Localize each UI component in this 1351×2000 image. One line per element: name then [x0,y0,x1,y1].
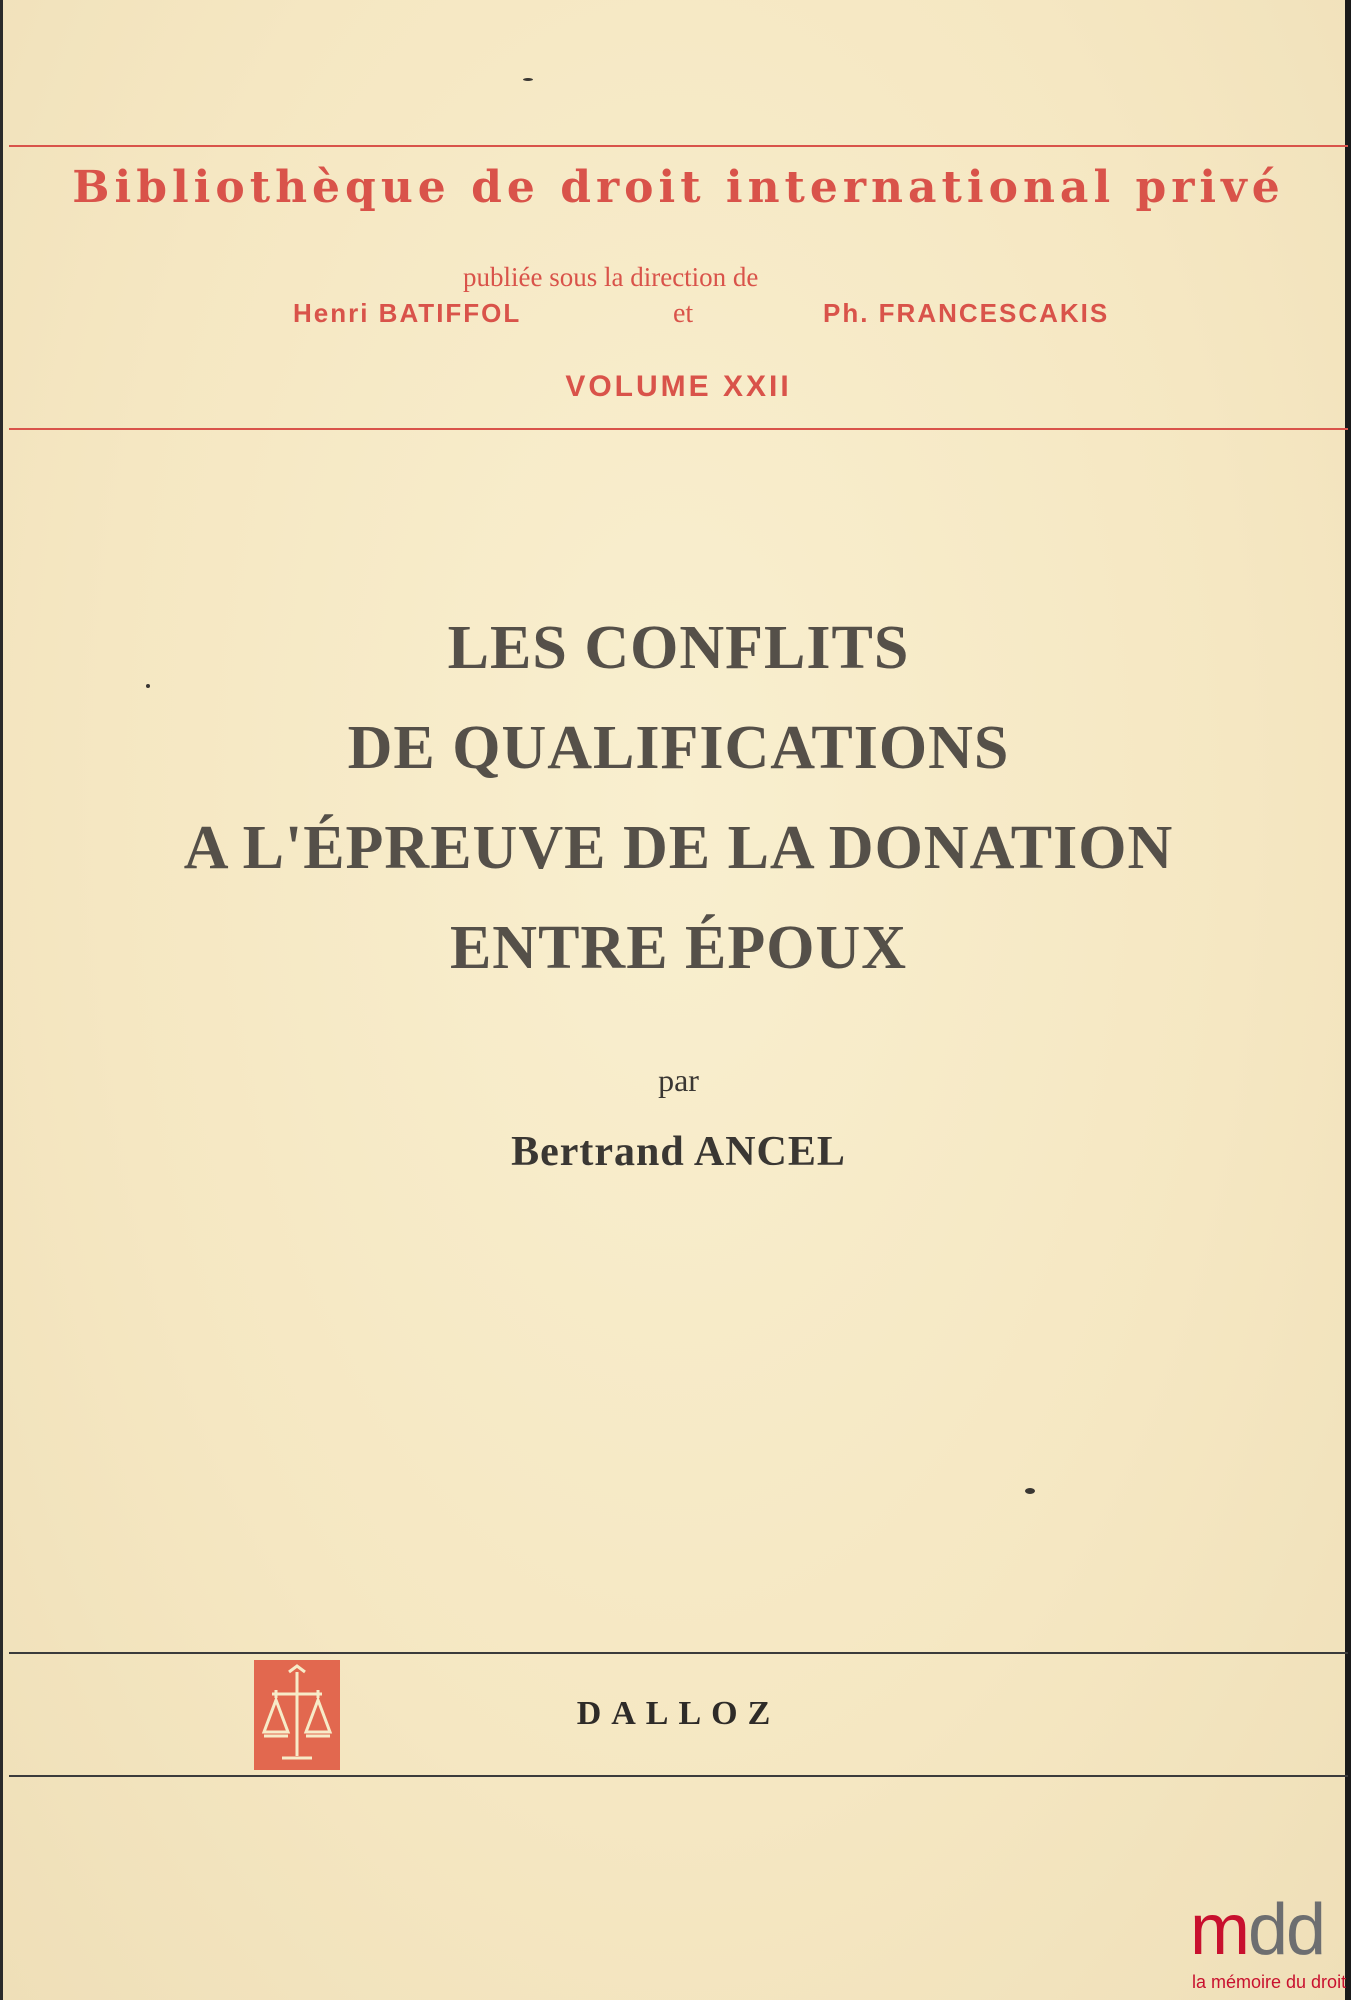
top-red-rule [9,145,1348,147]
paper-speck [146,684,150,688]
mdd-watermark-logo [1190,1890,1351,2000]
paper-speck [1025,1488,1035,1494]
bottom-red-rule [9,428,1348,430]
conjunction-et: et [673,298,694,329]
mdd-letters: mdd [1190,1890,1325,1970]
title-line-3: A L'ÉPREUVE DE LA DONATION [183,814,1174,882]
by-text: par [658,1062,699,1098]
title-line-1: LES CONFLITS [447,614,910,682]
publisher-top-rule [9,1652,1348,1654]
volume-number: VOLUME XXII [565,370,792,403]
mdd-tagline: la mémoire du droit [1192,1972,1347,1992]
title-line-4: ENTRE ÉPOUX [449,914,908,982]
book-title [3,598,1351,998]
series-title: Bibliothèque de droit international privé [72,162,1285,213]
director-francescakis: Ph. FRANCESCAKIS [823,298,1110,328]
title-line-2: DE QUALIFICATIONS [347,714,1010,782]
publisher-bottom-rule [9,1775,1348,1777]
publisher-name: DALLOZ [576,1695,781,1732]
paper-speck [523,78,533,81]
published-under-text: publiée sous la direction de [463,262,759,292]
director-batiffol: Henri BATIFFOL [293,298,522,328]
author-name: Bertrand ANCEL [511,1129,846,1175]
